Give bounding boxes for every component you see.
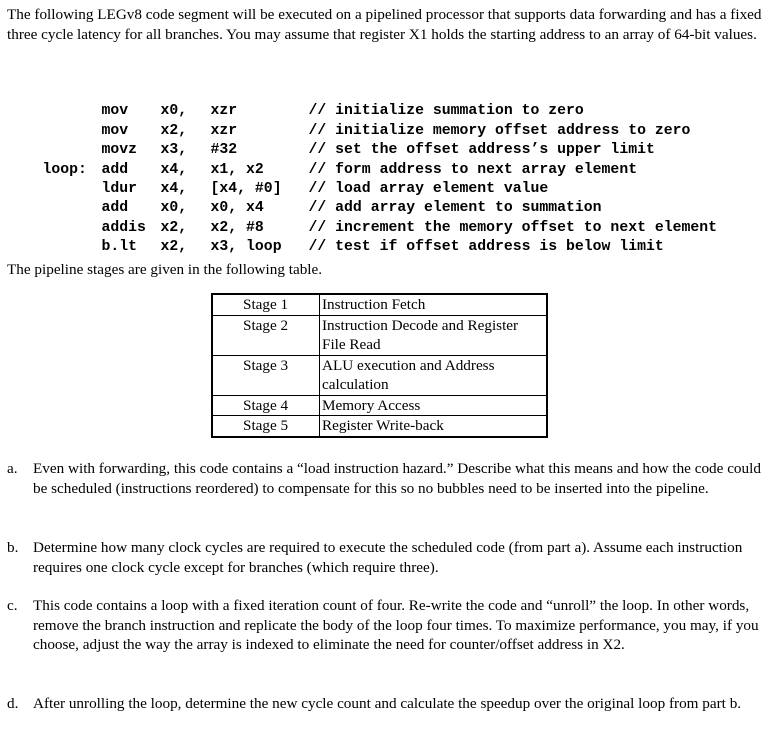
stage-name: Stage 2: [212, 315, 320, 355]
code-comment: // increment the memory offset to next element: [308, 219, 717, 236]
question-letter: a.: [7, 460, 18, 477]
code-comment: // load array element value: [308, 180, 549, 197]
code-operand-1: x4,: [160, 180, 188, 197]
code-operand-1: x2,: [160, 122, 188, 139]
question-text: After unrolling the loop, determine the new cycle count and calculate the speedup over the original loop from part b.: [33, 695, 742, 712]
code-operand-2: x2, #8: [210, 219, 264, 236]
code-operand-2: x0, x4: [210, 200, 264, 217]
code-operand-2: x3, loop: [210, 239, 282, 256]
code-listing: [7, 83, 717, 256]
code-operand-1: x0,: [160, 103, 188, 120]
code-operand-2: [x4, #0]: [210, 180, 282, 197]
table-row: [212, 294, 547, 315]
stage-name: Stage 5: [212, 416, 320, 437]
stage-description: Register Write-back: [320, 416, 548, 437]
code-opcode: add: [101, 161, 129, 178]
table-row: [212, 416, 547, 437]
stage-description: Instruction Fetch: [320, 294, 548, 315]
code-comment: // add array element to summation: [308, 200, 602, 217]
code-line: [7, 83, 717, 120]
question-letter: c.: [7, 597, 18, 614]
table-row: [212, 355, 547, 395]
code-opcode: ldur: [101, 180, 138, 197]
question-text: Even with forwarding, this code contains a “load instruction hazard.” Describe what this means and how the code could be scheduled (instructions reordered) to compensate for this so no bubbles need to be inserted into the pipeline.: [33, 460, 761, 497]
code-opcode: addis: [101, 219, 146, 236]
stage-name: Stage 4: [212, 395, 320, 416]
question-text: This code contains a loop with a fixed iteration count of four. Re-write the code and “unroll” the loop. In other words, remove the branch instruction and replicate the body of the loop four times. To maximize performance, you may, if you choose, adjust the way the array is indexed to eliminate the need for counter/offset address in X2.: [33, 597, 759, 653]
code-operand-2: xzr: [210, 103, 238, 120]
code-operand-2: xzr: [210, 122, 238, 139]
code-operand-1: x2,: [160, 219, 188, 236]
question-c: [7, 596, 767, 655]
code-opcode: mov: [101, 122, 129, 139]
intro-paragraph: The following LEGv8 code segment will be executed on a pipelined processor that supports data forwarding and has a fixed three cycle latency for all branches. You may assume that register X1 holds the starting address to an array of 64-bit values.: [7, 6, 762, 43]
table-row: [212, 315, 547, 355]
question-b: [7, 538, 767, 577]
pipeline-intro: The pipeline stages are given in the following table.: [7, 261, 323, 278]
code-opcode: mov: [101, 103, 129, 120]
stage-name: Stage 3: [212, 355, 320, 395]
code-comment: // initialize summation to zero: [308, 103, 584, 120]
code-opcode: add: [101, 200, 129, 217]
question-letter: b.: [7, 539, 19, 556]
code-comment: // initialize memory offset address to zero: [308, 122, 691, 139]
code-operand-2: x1, x2: [210, 161, 264, 178]
stage-description: ALU execution and Address calculation: [320, 355, 548, 395]
code-operand-1: x4,: [160, 161, 188, 178]
code-label: loop:: [42, 161, 87, 178]
question-letter: d.: [7, 695, 19, 712]
table-row: [212, 395, 547, 416]
code-comment: // test if offset address is below limit: [308, 239, 664, 256]
code-operand-1: x0,: [160, 200, 188, 217]
question-a: [7, 459, 767, 498]
code-operand-2: #32: [210, 142, 238, 159]
code-comment: // set the offset address’s upper limit: [308, 142, 655, 159]
code-opcode: b.lt: [101, 239, 138, 256]
code-comment: // form address to next array element: [308, 161, 638, 178]
code-operand-1: x2,: [160, 239, 188, 256]
question-text: Determine how many clock cycles are required to execute the scheduled code (from part a). Assume each instruction requires one clock cycle except for branches (which require three).: [33, 539, 743, 576]
stage-description: Memory Access: [320, 395, 548, 416]
pipeline-stages-table: [211, 293, 548, 438]
stage-description: Instruction Decode and Register File Read: [320, 315, 548, 355]
code-operand-1: x3,: [160, 142, 188, 159]
stage-name: Stage 1: [212, 294, 320, 315]
code-opcode: movz: [101, 142, 138, 159]
question-d: [7, 694, 767, 714]
